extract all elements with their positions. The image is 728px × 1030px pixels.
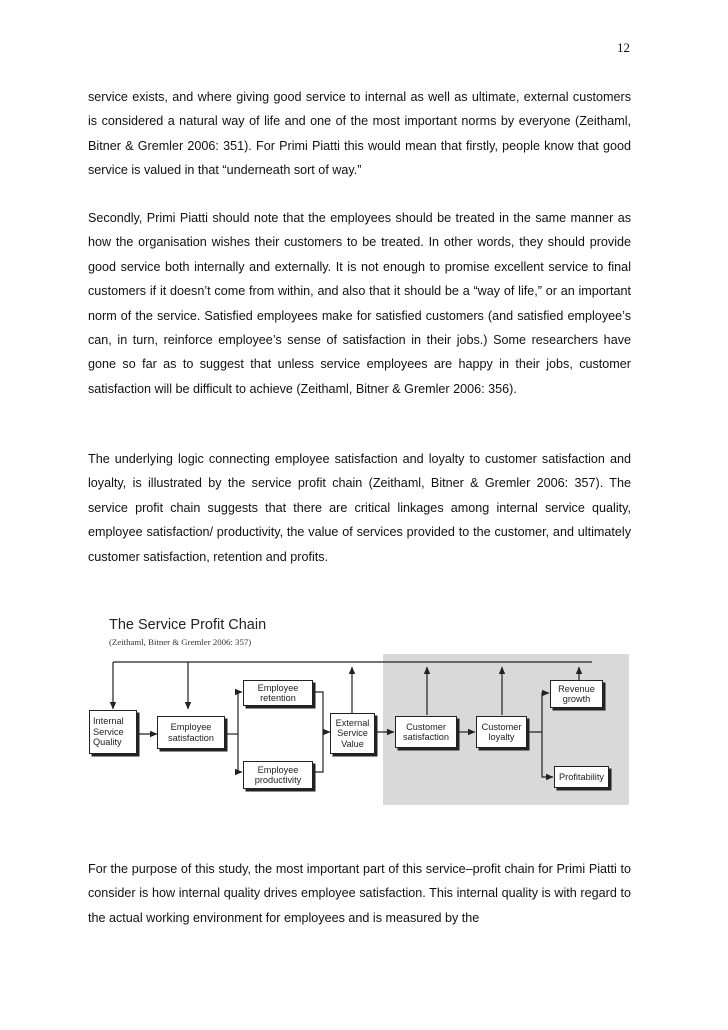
figure-caption: (Zeithaml, Bitner & Gremler 2006: 357) <box>109 637 252 647</box>
paragraph-4: For the purpose of this study, the most important part of this service–profit chain for Primi Piatti to consider is how internal quality drives employee satisfaction. This internal quality is with regard to the actual working environment for employees and is measured by the <box>88 862 631 925</box>
box-employee-satisfaction: Employee satisfaction <box>157 716 225 749</box>
paragraph-2: Secondly, Primi Piatti should note that the employees should be treated in the same manner as how the organisation wishes their customers to be treated. In other words, they should provide good service both internally and externally. It is not enough to promise excellent service to final customers if it doesn’t come from within, and also that it should be a “way of life,” or an important norm of the service. Satisfied employees make for satisfied customers (and satisfied employee’s can, in turn, reinforce employee’s sense of satisfaction in their jobs.) Some researchers have gone so far as to suggest that unless service employees are happy in their jobs, customer satisfaction will be difficult to achieve (Zeithaml, Bitner & Gremler 2006: 356). <box>88 211 631 396</box>
paragraph-1: service exists, and where giving good service to internal as well as ultimate, external customers is considered a natural way of life and one of the most important norms by everyone (Zeithaml, Bitner & Gremler 2006: 351). For Primi Piatti this would mean that firstly, people know that good service is valued in that “underneath sort of way.” <box>88 90 631 178</box>
paragraph-3: The underlying logic connecting employee satisfaction and loyalty to customer satisfaction and loyalty, is illustrated by the service profit chain (Zeithaml, Bitner & Gremler 2006: 357). The service profit chain suggests that there are critical linkages among internal service quality, employee satisfaction/ productivity, the value of services provided to the customer, and ultimately customer satisfaction, retention and profits. <box>88 452 631 564</box>
box-profitability: Profitability <box>554 766 609 788</box>
box-internal-service-quality: Internal Service Quality <box>89 710 137 754</box>
merge-bracket <box>314 692 323 772</box>
page-number: 12 <box>617 40 630 55</box>
box-customer-loyalty: Customer loyalty <box>476 716 527 748</box>
box-revenue-growth: Revenue growth <box>550 680 603 708</box>
box-employee-retention: Employee retention <box>243 680 313 706</box>
box-employee-productivity: Employee productivity <box>243 761 313 789</box>
service-profit-chain-figure <box>88 610 633 810</box>
box-customer-satisfaction: Customer satisfaction <box>395 716 457 748</box>
box-external-service-value: External Service Value <box>330 713 375 754</box>
figure-title: The Service Profit Chain <box>109 617 267 633</box>
